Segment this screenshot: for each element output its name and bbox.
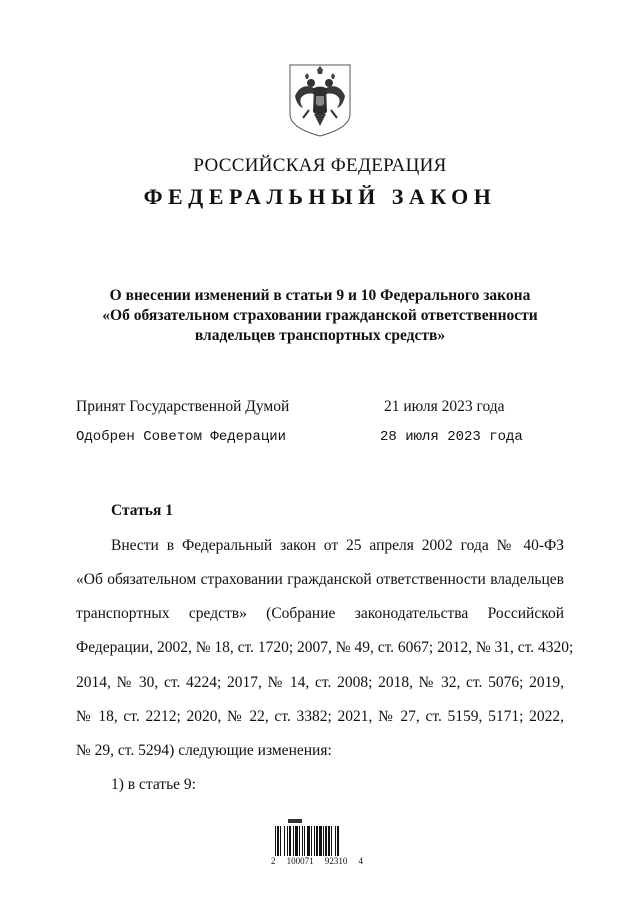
article-heading: Статья 1 xyxy=(111,502,173,519)
barcode-bar xyxy=(307,826,310,856)
article-text-line: Федерации, 2002, № 18, ст. 1720; 2007, № 49, ст. 6067; 2012, № 31, ст. 4320; xyxy=(76,639,574,656)
barcode-bar xyxy=(319,826,322,856)
barcode-bar xyxy=(289,826,291,856)
barcode-bar xyxy=(314,826,315,856)
article-text-line: «Об обязательном страховании гражданской ответственности владельцев xyxy=(76,571,564,588)
barcode-bar xyxy=(302,826,303,856)
barcode-mark xyxy=(288,819,302,823)
barcode-bar xyxy=(293,826,294,856)
coat-of-arms-emblem xyxy=(287,62,353,138)
barcode-bar xyxy=(277,826,279,856)
barcode-bar xyxy=(287,826,288,856)
barcode-bar xyxy=(275,826,276,856)
barcode-bar xyxy=(316,826,318,856)
law-title-line: О внесении изменений в статьи 9 и 10 Федерального закона xyxy=(109,287,531,304)
barcode-bar xyxy=(280,826,281,856)
duma-adoption-label: Принят Государственной Думой xyxy=(76,398,290,415)
country-name: РОССИЙСКАЯ ФЕДЕРАЦИЯ xyxy=(193,155,447,176)
article-text-line: № 18, ст. 2212; 2020, № 22, ст. 3382; 2021, № 27, ст. 5159, 5171; 2022, xyxy=(76,708,564,725)
barcode-bar xyxy=(299,826,300,856)
barcode-bar xyxy=(284,826,285,856)
barcode xyxy=(274,818,356,856)
article-text-line: транспортных средств» (Собрание законодательства Российской xyxy=(76,605,564,622)
law-title-line: «Об обязательном страховании гражданской ответственности xyxy=(102,307,538,324)
article-text-line: № 29, ст. 5294) следующие изменения: xyxy=(76,742,332,759)
barcode-bar xyxy=(311,826,312,856)
barcode-bar xyxy=(335,826,336,856)
law-type-heading: ФЕДЕРАЛЬНЫЙ ЗАКОН xyxy=(143,184,497,209)
law-title-line: владельцев транспортных средств» xyxy=(194,327,446,344)
barcode-number: 2 100071 92310 4 xyxy=(271,856,363,866)
list-item: 1) в статье 9: xyxy=(111,776,196,793)
barcode-bar xyxy=(323,826,324,856)
duma-adoption-date: 21 июля 2023 года xyxy=(384,398,505,415)
barcode-bar xyxy=(328,826,330,856)
council-approval-label: Одобрен Советом Федерации xyxy=(76,429,287,445)
barcode-bar xyxy=(295,826,298,856)
barcode-bar xyxy=(337,826,339,856)
article-text-line: 2014, № 30, ст. 4224; 2017, № 14, ст. 2008; 2018, № 32, ст. 5076; 2019, xyxy=(76,674,564,691)
article-text-line: Внести в Федеральный закон от 25 апреля 2002 года № 40-ФЗ xyxy=(111,537,564,554)
barcode-bar xyxy=(331,826,332,856)
barcode-bar xyxy=(304,826,305,856)
council-approval-date: 28 июля 2023 года xyxy=(380,429,523,445)
barcode-bar xyxy=(325,826,327,856)
